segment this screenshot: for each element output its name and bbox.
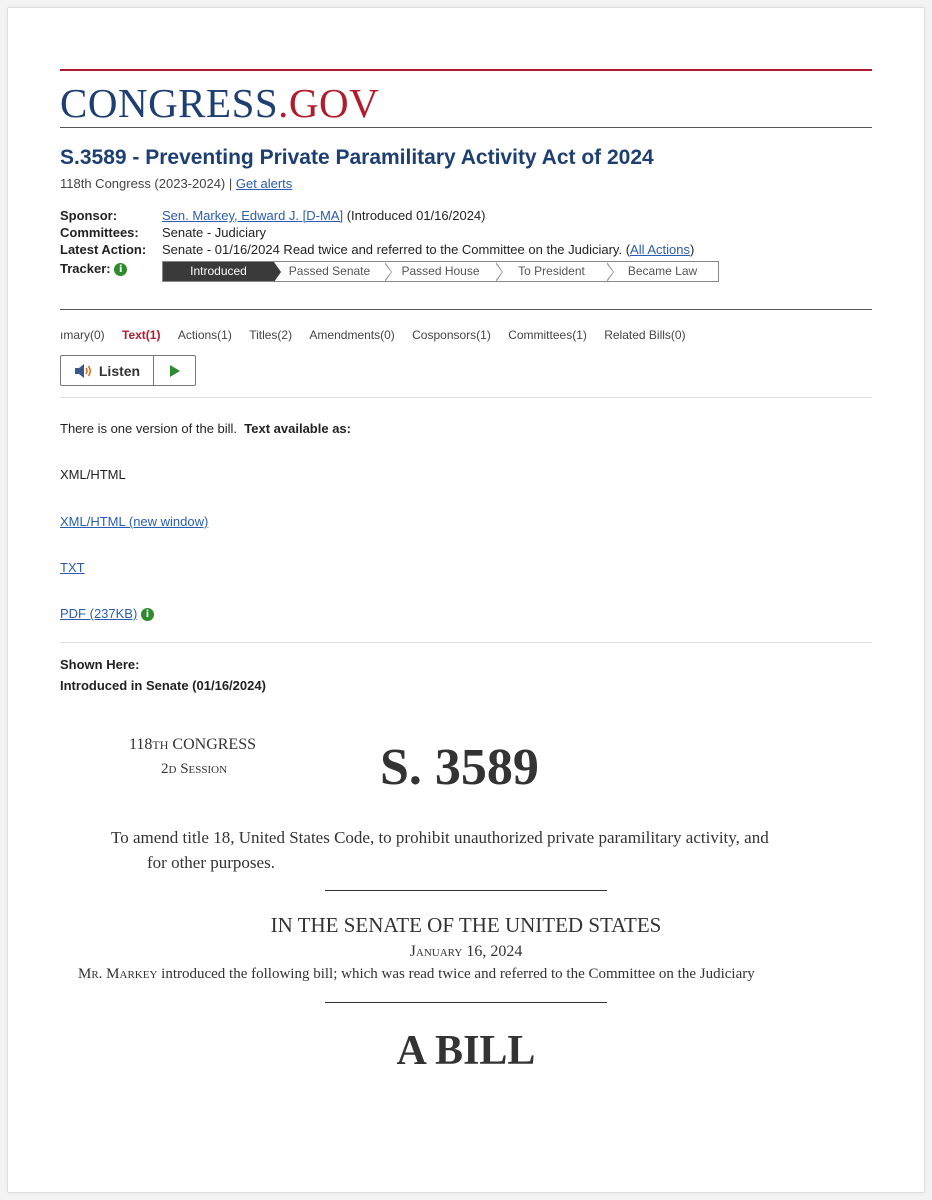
bill-number: S. 3589 (380, 739, 539, 796)
pdf-row (60, 606, 154, 621)
bill-date: January 16, 2024 (409, 943, 523, 960)
purpose-line-1: To amend title 18, United States Code, to prohibit unauthorized private paramilitary activity, and (111, 828, 769, 847)
tracker-label-row: Tracker: i (60, 260, 127, 277)
a-bill-heading: A BILL (396, 1028, 536, 1074)
document-page (8, 8, 924, 1192)
sponsor-row: Sponsor: Sen. Markey, Edward J. [D-MA] (Introduced 01/16/2024) (60, 208, 486, 223)
divider (60, 642, 872, 643)
tab-titles[interactable]: Titles(2) (249, 328, 293, 342)
congress-line: 118th Congress (2023-2024) | Get alerts (60, 176, 293, 191)
all-actions-link[interactable]: All Actions (630, 242, 691, 257)
tracker-info-icon[interactable]: i (114, 263, 127, 276)
sponsor-link[interactable]: Sen. Markey, Edward J. [D-MA] (162, 208, 344, 223)
bill-tabs (60, 328, 872, 346)
section-divider (60, 309, 872, 310)
tab-text[interactable]: Text(1) (122, 328, 161, 342)
introduction-line: Mr. Markey introduced the following bill; which was read twice and referred to the Committee on the Judiciary (78, 966, 755, 982)
latest-action-row: Latest Action: Senate - 01/16/2024 Read twice and referred to the Committee on the Judiciary. (All Actions) (60, 242, 695, 257)
tracker-step-passed-senate: Passed Senate (274, 262, 385, 281)
introduced-in-senate: Introduced in Senate (01/16/2024) (60, 678, 266, 693)
txt-link[interactable]: TXT (60, 560, 85, 575)
tab-amendments[interactable]: Amendments(0) (309, 328, 395, 342)
play-button[interactable] (154, 356, 195, 385)
tab-related-bills[interactable]: Related Bills(0) (604, 328, 686, 342)
bill-rule (325, 1002, 607, 1003)
versions-line: There is one version of the bill. Text available as: (60, 421, 351, 436)
page-title: S.3589 - Preventing Private Paramilitary Activity Act of 2024 (60, 146, 654, 169)
tracker-step-passed-house: Passed House (385, 262, 496, 281)
get-alerts-link[interactable]: Get alerts (235, 176, 293, 191)
congress-number: 118TH CONGRESS (129, 736, 256, 753)
tab-summary[interactable]: ımary(0) (60, 328, 105, 342)
header-divider (60, 127, 872, 128)
tab-cosponsors[interactable]: Cosponsors(1) (412, 328, 491, 342)
pdf-info-icon[interactable]: i (141, 608, 154, 621)
play-icon (169, 364, 181, 378)
tab-actions[interactable]: Actions(1) (177, 328, 232, 342)
listen-widget (60, 355, 196, 386)
pdf-link[interactable]: PDF (237KB) (60, 606, 138, 621)
listen-button[interactable]: Listen (61, 356, 154, 385)
committees-row: Committees: Senate - Judiciary (60, 225, 267, 240)
tracker-step-became-law: Became Law (627, 264, 698, 278)
congress-session: 118th Congress (2023-2024) (60, 176, 226, 191)
xml-html-new-window-link[interactable]: XML/HTML (new window) (60, 514, 209, 529)
divider (60, 397, 872, 398)
header-top-rule (60, 69, 872, 71)
purpose-line-2: for other purposes. (147, 853, 275, 872)
tracker-step-to-president: To President (496, 262, 607, 281)
tracker-step-introduced: Introduced (163, 262, 274, 281)
shown-here-label: Shown Here: (60, 657, 140, 672)
bill-tracker (162, 261, 719, 282)
speaker-icon (74, 363, 94, 379)
senate-heading: IN THE SENATE OF THE UNITED STATES (270, 913, 662, 937)
bill-rule (325, 890, 607, 891)
session-number: 2D Session (161, 761, 228, 777)
tab-committees[interactable]: Committees(1) (508, 328, 587, 342)
format-xml-html: XML/HTML (60, 467, 126, 482)
congress-gov-logo[interactable]: CONGRESS.GOV (60, 80, 380, 126)
